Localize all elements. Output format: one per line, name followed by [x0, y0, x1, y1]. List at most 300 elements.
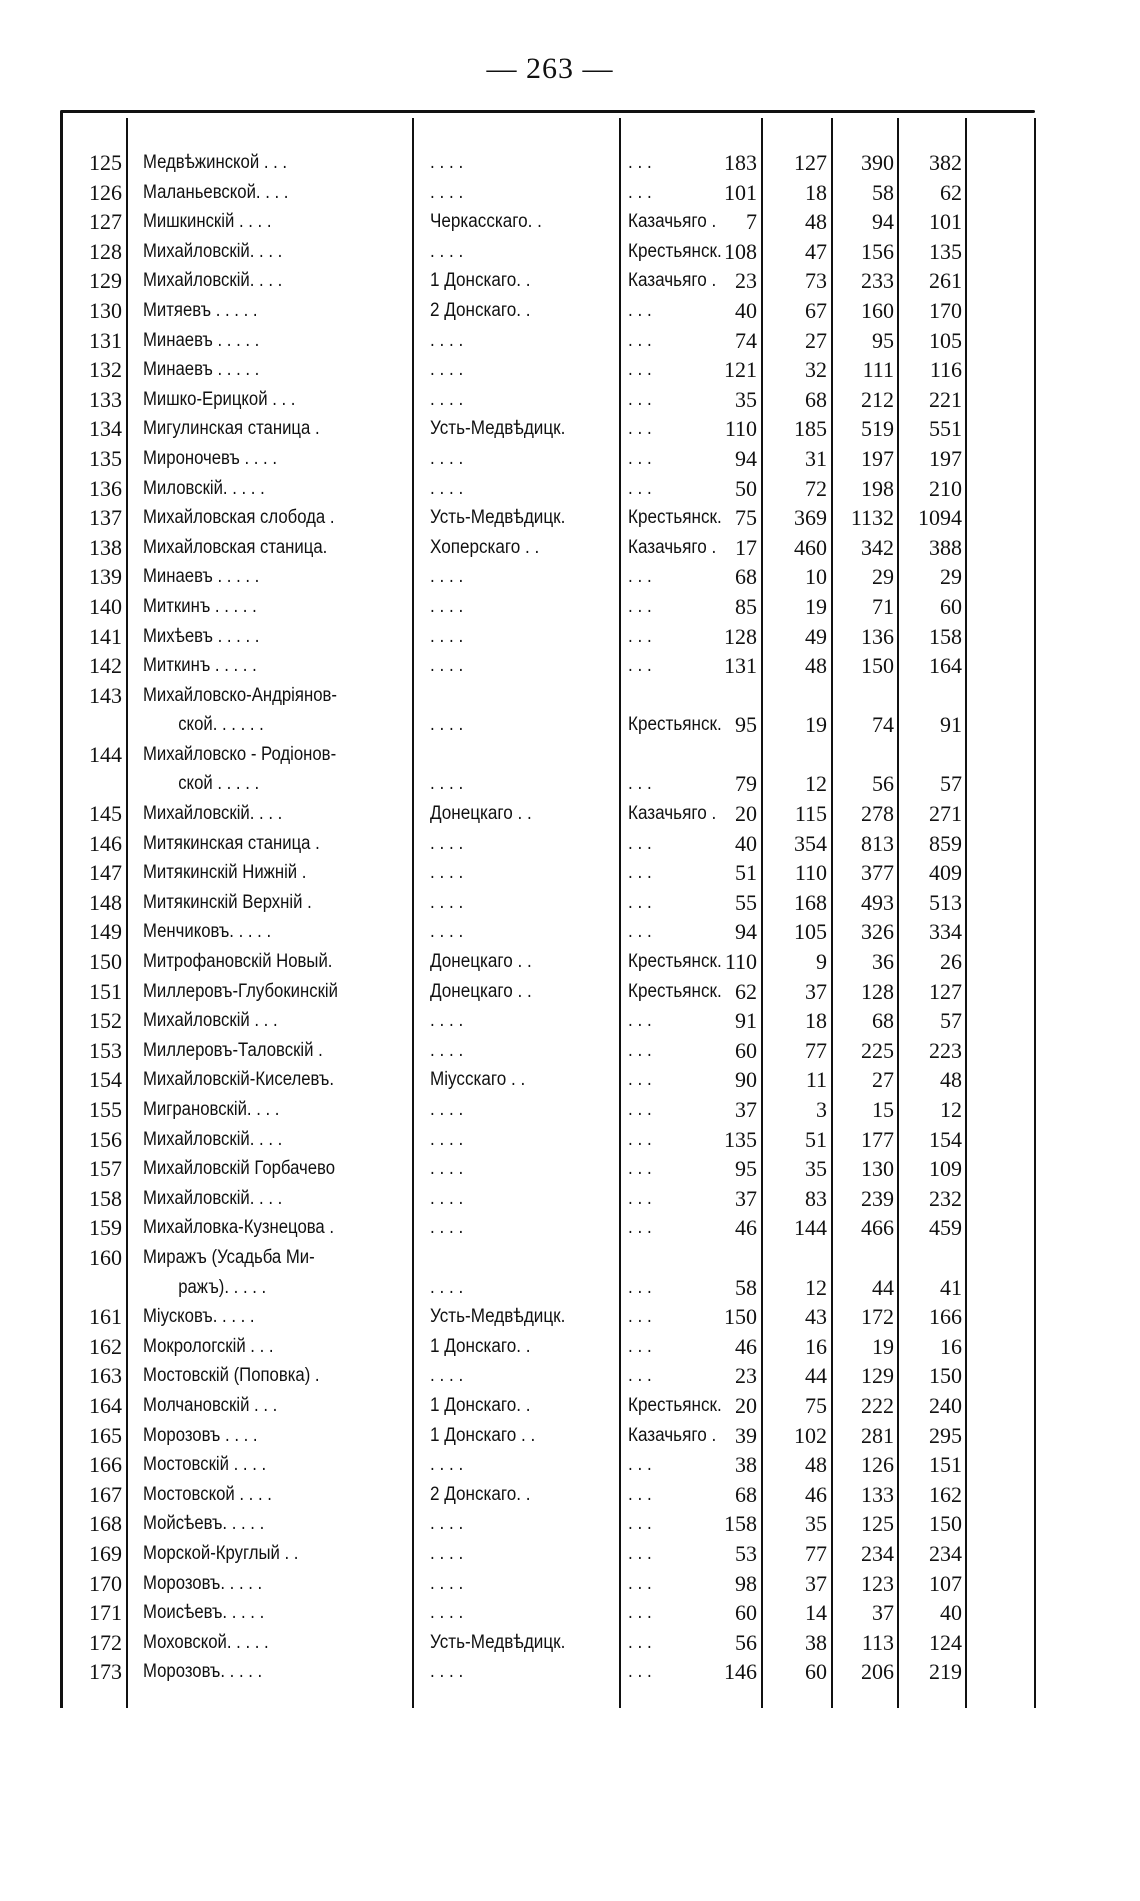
value-col-2: 11	[805, 1067, 827, 1093]
okrug-cell: . . . .	[430, 921, 464, 943]
value-col-4: 409	[929, 860, 962, 886]
value-col-1: 150	[724, 1304, 757, 1330]
value-col-4: 91	[940, 712, 962, 738]
table-row	[0, 1095, 1140, 1125]
okrug-cell: . . . .	[430, 625, 464, 647]
row-number: 129	[89, 268, 122, 294]
soslovie-cell: Крестьянск.	[628, 714, 722, 736]
value-col-3: 390	[861, 150, 894, 175]
value-col-3: 71	[872, 593, 894, 619]
value-col-2: 16	[805, 1333, 827, 1359]
value-col-2: 19	[805, 712, 827, 738]
soslovie-cell: . . .	[628, 1010, 652, 1032]
value-col-3: 44	[872, 1274, 894, 1300]
soslovie-cell: . . .	[628, 832, 652, 854]
table-row	[0, 207, 1140, 237]
soslovie-cell: Казачьяго .	[628, 1424, 717, 1446]
table-row	[0, 1302, 1140, 1332]
okrug-cell: . . . .	[430, 1010, 464, 1032]
settlement-name: Миткинъ . . . . .	[143, 655, 257, 677]
value-col-1: 75	[735, 505, 757, 531]
soslovie-cell: . . .	[628, 891, 652, 913]
soslovie-cell: . . .	[628, 1661, 652, 1683]
soslovie-cell: . . .	[628, 773, 652, 795]
table-row	[0, 829, 1140, 859]
value-col-1: 60	[735, 1600, 757, 1626]
okrug-cell: . . . .	[430, 1365, 464, 1387]
value-col-1: 110	[724, 949, 757, 975]
okrug-cell: . . . .	[430, 359, 464, 381]
value-col-4: 29	[940, 564, 962, 590]
settlement-name: Минаевъ . . . . .	[143, 359, 260, 381]
row-number: 156	[89, 1126, 122, 1152]
value-col-4: 41	[940, 1274, 962, 1300]
okrug-cell: 1 Донскаго. .	[430, 1394, 531, 1416]
row-number: 172	[89, 1629, 122, 1655]
value-col-3: 150	[861, 653, 894, 679]
okrug-cell: 1 Донскаго . .	[430, 1424, 536, 1446]
row-number: 138	[89, 534, 122, 560]
settlement-name: Міусковъ. . . . .	[143, 1306, 255, 1328]
value-col-4: 57	[940, 1008, 962, 1034]
table-row	[0, 1154, 1140, 1184]
value-col-3: 177	[861, 1126, 894, 1152]
row-number: 159	[89, 1215, 122, 1241]
soslovie-cell: . . .	[628, 1335, 652, 1357]
soslovie-cell: . . .	[628, 1483, 652, 1505]
value-col-3: 95	[872, 327, 894, 353]
value-col-2: 18	[805, 179, 827, 205]
soslovie-cell: . . .	[628, 1513, 652, 1535]
row-number: 149	[89, 919, 122, 945]
soslovie-cell: . . .	[628, 359, 652, 381]
value-col-2: 14	[805, 1600, 827, 1626]
settlement-name: Михайловская станица.	[143, 536, 328, 558]
value-col-2: 48	[805, 1452, 827, 1478]
table-row	[0, 799, 1140, 829]
value-col-2: 19	[805, 593, 827, 619]
table-row	[0, 977, 1140, 1007]
value-col-2: 77	[805, 1037, 827, 1063]
value-col-4: 26	[940, 949, 962, 975]
table-row	[0, 1361, 1140, 1391]
value-col-4: 240	[929, 1392, 962, 1418]
soslovie-cell: . . .	[628, 1631, 652, 1653]
value-col-4: 223	[929, 1037, 962, 1063]
settlement-name: Михайловскій. . . .	[143, 240, 283, 262]
okrug-cell: Усть-Медвѣдицк.	[430, 418, 566, 440]
table-row	[0, 533, 1140, 563]
value-col-4: 459	[929, 1215, 962, 1241]
soslovie-cell: . . .	[628, 181, 652, 203]
soslovie-cell: . . .	[628, 1128, 652, 1150]
okrug-cell: . . . .	[430, 1128, 464, 1150]
value-col-4: 271	[929, 801, 962, 827]
value-col-3: 126	[861, 1452, 894, 1478]
row-number: 152	[89, 1008, 122, 1034]
value-col-2: 60	[805, 1659, 827, 1685]
okrug-cell: . . . .	[430, 152, 464, 173]
soslovie-cell: . . .	[628, 566, 652, 588]
settlement-name: Митяевъ . . . . .	[143, 299, 258, 321]
table-row	[0, 266, 1140, 296]
table-row	[0, 681, 1140, 740]
row-number: 136	[89, 475, 122, 501]
value-col-3: 133	[861, 1481, 894, 1507]
soslovie-cell: Крестьянск.	[628, 1394, 722, 1416]
value-col-1: 46	[735, 1333, 757, 1359]
value-col-4: 101	[929, 209, 962, 235]
value-col-3: 58	[872, 179, 894, 205]
okrug-cell: . . . .	[430, 1217, 464, 1239]
okrug-cell: . . . .	[430, 1099, 464, 1120]
okrug-cell: . . . .	[430, 1276, 464, 1298]
value-col-2: 83	[805, 1185, 827, 1211]
value-col-1: 53	[735, 1540, 757, 1566]
settlement-name: Митрофановскій Новый.	[143, 951, 333, 973]
okrug-cell: 1 Донскаго. .	[430, 1335, 531, 1357]
settlement-name: Мигулинская станица .	[143, 418, 320, 440]
settlement-name: Мостовскій (Поповка) .	[143, 1365, 320, 1387]
row-number: 154	[89, 1067, 122, 1093]
okrug-cell: . . . .	[430, 1039, 464, 1061]
soslovie-cell: . . .	[628, 418, 652, 440]
row-number: 146	[89, 830, 122, 856]
table-row	[0, 1332, 1140, 1362]
row-number: 165	[89, 1422, 122, 1448]
value-col-1: 51	[735, 860, 757, 886]
value-col-3: 466	[861, 1215, 894, 1241]
value-col-2: 115	[794, 801, 827, 827]
soslovie-cell: . . .	[628, 388, 652, 410]
value-col-1: 91	[735, 1008, 757, 1034]
value-col-1: 158	[724, 1511, 757, 1537]
value-col-3: 74	[872, 712, 894, 738]
settlement-name: Митякинскій Верхній .	[143, 891, 312, 913]
soslovie-cell: . . .	[628, 655, 652, 677]
settlement-name: Михайловско - Родіонов- ской . . . . .	[143, 743, 337, 795]
row-number: 143	[89, 682, 122, 708]
value-col-3: 197	[861, 445, 894, 471]
row-number: 163	[89, 1363, 122, 1389]
settlement-name: Михайловско-Андріянов- ской. . . . . .	[143, 684, 337, 736]
settlement-name: Моховской. . . . .	[143, 1631, 269, 1653]
soslovie-cell: . . .	[628, 1572, 652, 1594]
soslovie-cell: . . .	[628, 862, 652, 884]
okrug-cell: . . . .	[430, 655, 464, 677]
value-col-4: 105	[929, 327, 962, 353]
value-col-2: 68	[805, 386, 827, 412]
value-col-3: 130	[861, 1156, 894, 1182]
value-col-4: 60	[940, 593, 962, 619]
value-col-3: 37	[872, 1600, 894, 1626]
settlement-name: Миллеровъ-Таловскій .	[143, 1039, 323, 1061]
settlement-name: Мойсѣевъ. . . . .	[143, 1513, 265, 1535]
value-col-2: 73	[805, 268, 827, 294]
value-col-3: 56	[872, 771, 894, 797]
value-col-1: 135	[724, 1126, 757, 1152]
settlement-name: Молчановскій . . .	[143, 1394, 278, 1416]
row-number: 145	[89, 801, 122, 827]
value-col-3: 1132	[850, 505, 894, 531]
value-col-3: 111	[862, 357, 894, 383]
okrug-cell: . . . .	[430, 1602, 464, 1624]
settlement-name: Миграновскій. . . .	[143, 1099, 280, 1120]
okrug-cell: Усть-Медвѣдицк.	[430, 1306, 566, 1328]
table-row	[0, 622, 1140, 652]
value-col-3: 519	[861, 416, 894, 442]
value-col-2: 48	[805, 653, 827, 679]
value-col-3: 128	[861, 978, 894, 1004]
value-col-3: 493	[861, 889, 894, 915]
value-col-2: 27	[805, 327, 827, 353]
row-number: 161	[89, 1304, 122, 1330]
table-row	[0, 414, 1140, 444]
soslovie-cell: Казачьяго .	[628, 536, 717, 558]
value-col-2: 37	[805, 1570, 827, 1596]
row-number: 173	[89, 1659, 122, 1685]
table-row	[0, 858, 1140, 888]
value-col-4: 261	[929, 268, 962, 294]
table-row	[0, 444, 1140, 474]
row-number: 153	[89, 1037, 122, 1063]
row-number: 150	[89, 949, 122, 975]
okrug-cell: . . . .	[430, 595, 464, 617]
okrug-cell: . . . .	[430, 1187, 464, 1209]
table-row	[0, 1539, 1140, 1569]
value-col-1: 85	[735, 593, 757, 619]
value-col-2: 51	[805, 1126, 827, 1152]
value-col-4: 124	[929, 1629, 962, 1655]
value-col-2: 18	[805, 1008, 827, 1034]
value-col-4: 859	[929, 830, 962, 856]
okrug-cell: Черкасскаго. .	[430, 211, 542, 233]
value-col-4: 62	[940, 179, 962, 205]
okrug-cell: 1 Донскаго. .	[430, 270, 531, 292]
value-col-2: 105	[794, 919, 827, 945]
value-col-4: 107	[929, 1570, 962, 1596]
settlement-name: Мостовской . . . .	[143, 1483, 272, 1505]
table-row	[0, 503, 1140, 533]
table-row	[0, 947, 1140, 977]
value-col-4: 135	[929, 238, 962, 264]
value-col-3: 136	[861, 623, 894, 649]
value-col-3: 234	[861, 1540, 894, 1566]
value-col-4: 221	[929, 386, 962, 412]
table-row	[0, 296, 1140, 326]
settlement-name: Михѣевъ . . . . .	[143, 625, 260, 647]
value-col-4: 382	[929, 150, 962, 175]
value-col-3: 36	[872, 949, 894, 975]
value-col-3: 278	[861, 801, 894, 827]
okrug-cell: Усть-Медвѣдицк.	[430, 1631, 566, 1653]
value-col-1: 95	[735, 1156, 757, 1182]
value-col-2: 12	[805, 771, 827, 797]
value-col-1: 94	[735, 445, 757, 471]
value-col-1: 98	[735, 1570, 757, 1596]
okrug-cell: . . . .	[430, 1513, 464, 1535]
value-col-4: 12	[940, 1097, 962, 1122]
value-col-2: 47	[805, 238, 827, 264]
row-number: 148	[89, 889, 122, 915]
settlement-name: Морозовъ . . . .	[143, 1424, 258, 1446]
value-col-2: 49	[805, 623, 827, 649]
value-col-1: 55	[735, 889, 757, 915]
value-col-3: 68	[872, 1008, 894, 1034]
soslovie-cell: . . .	[628, 1306, 652, 1328]
value-col-3: 113	[861, 1629, 894, 1655]
table-row	[0, 178, 1140, 208]
settlement-name: Миражъ (Усадьба Ми- ражъ). . . . .	[143, 1246, 315, 1298]
settlement-name: Маланьевской. . . .	[143, 181, 289, 203]
table-row	[0, 1006, 1140, 1036]
okrug-cell: . . . .	[430, 714, 464, 736]
soslovie-cell: Крестьянск.	[628, 507, 722, 529]
settlement-name: Михайловскій. . . .	[143, 1128, 283, 1150]
row-number: 132	[89, 357, 122, 383]
value-col-3: 233	[861, 268, 894, 294]
value-col-3: 212	[861, 386, 894, 412]
value-col-1: 62	[735, 978, 757, 1004]
okrug-cell: . . . .	[430, 447, 464, 469]
value-col-3: 813	[861, 830, 894, 856]
row-number: 125	[89, 150, 122, 175]
value-col-1: 40	[735, 297, 757, 323]
value-col-3: 125	[861, 1511, 894, 1537]
value-col-4: 513	[929, 889, 962, 915]
value-col-4: 162	[929, 1481, 962, 1507]
value-col-1: 108	[724, 238, 757, 264]
row-number: 144	[89, 741, 122, 767]
value-col-4: 197	[929, 445, 962, 471]
row-number: 147	[89, 860, 122, 886]
soslovie-cell: . . .	[628, 1276, 652, 1298]
row-number: 171	[89, 1600, 122, 1626]
value-col-3: 172	[861, 1304, 894, 1330]
settlement-name: Миткинъ . . . . .	[143, 595, 257, 617]
value-col-4: 154	[929, 1126, 962, 1152]
table-row	[0, 917, 1140, 947]
value-col-2: 369	[794, 505, 827, 531]
value-col-4: 234	[929, 1540, 962, 1566]
value-col-2: 354	[794, 830, 827, 856]
row-number: 170	[89, 1570, 122, 1596]
value-col-2: 77	[805, 1540, 827, 1566]
settlement-name: Морозовъ. . . . .	[143, 1572, 263, 1594]
okrug-cell: . . . .	[430, 1542, 464, 1564]
value-col-3: 222	[861, 1392, 894, 1418]
table-row	[0, 1421, 1140, 1451]
soslovie-cell: . . .	[628, 625, 652, 647]
value-col-2: 31	[805, 445, 827, 471]
value-col-3: 29	[872, 564, 894, 590]
table-row	[0, 562, 1140, 592]
settlement-name: Мишко-Ерицкой . . .	[143, 388, 296, 410]
table-row	[0, 1569, 1140, 1599]
row-number: 128	[89, 238, 122, 264]
soslovie-cell: . . .	[628, 1069, 652, 1091]
value-col-1: 20	[735, 801, 757, 827]
settlement-name: Мостовскій . . . .	[143, 1454, 267, 1476]
value-col-4: 170	[929, 297, 962, 323]
value-col-1: 23	[735, 1363, 757, 1389]
value-col-1: 38	[735, 1452, 757, 1478]
okrug-cell: . . . .	[430, 388, 464, 410]
okrug-cell: . . . .	[430, 240, 464, 262]
value-col-1: 23	[735, 268, 757, 294]
okrug-cell: . . . .	[430, 477, 464, 499]
settlement-name: Миловскій. . . . .	[143, 477, 265, 499]
value-col-3: 225	[861, 1037, 894, 1063]
table-row	[0, 1036, 1140, 1066]
soslovie-cell: . . .	[628, 329, 652, 351]
settlement-name: Михайловскій Горбачево	[143, 1158, 336, 1180]
soslovie-cell: . . .	[628, 921, 652, 943]
soslovie-cell: . . .	[628, 1217, 652, 1239]
settlement-name: Михайловскій. . . .	[143, 1187, 283, 1209]
row-number: 151	[89, 978, 122, 1004]
row-number: 164	[89, 1392, 122, 1418]
value-col-2: 127	[794, 150, 827, 175]
value-col-1: 56	[735, 1629, 757, 1655]
value-col-1: 90	[735, 1067, 757, 1093]
table-row	[0, 1184, 1140, 1214]
settlement-name: Минаевъ . . . . .	[143, 566, 260, 588]
okrug-cell: . . . .	[430, 891, 464, 913]
settlement-name: Мироночевъ . . . .	[143, 447, 277, 469]
soslovie-cell: . . .	[628, 1542, 652, 1564]
value-col-4: 116	[929, 357, 962, 383]
soslovie-cell: . . .	[628, 1158, 652, 1180]
row-number: 169	[89, 1540, 122, 1566]
value-col-2: 10	[805, 564, 827, 590]
settlement-name: Миллеровъ-Глубокинскій	[143, 980, 338, 1002]
value-col-1: 7	[746, 209, 757, 235]
row-number: 140	[89, 593, 122, 619]
okrug-cell: . . . .	[430, 329, 464, 351]
value-col-4: 210	[929, 475, 962, 501]
value-col-4: 48	[940, 1067, 962, 1093]
value-col-2: 35	[805, 1511, 827, 1537]
table-row	[0, 740, 1140, 799]
value-col-4: 151	[929, 1452, 962, 1478]
value-col-3: 377	[861, 860, 894, 886]
value-col-1: 37	[735, 1185, 757, 1211]
value-col-4: 166	[929, 1304, 962, 1330]
soslovie-cell: . . .	[628, 595, 652, 617]
value-col-1: 110	[724, 416, 757, 442]
value-col-4: 388	[929, 534, 962, 560]
settlement-name: Моисѣевъ. . . . .	[143, 1602, 265, 1624]
settlement-name: Морской-Круглый . .	[143, 1542, 299, 1564]
value-col-1: 17	[735, 534, 757, 560]
value-col-4: 232	[929, 1185, 962, 1211]
value-col-2: 460	[794, 534, 827, 560]
okrug-cell: 2 Донскаго. .	[430, 299, 531, 321]
table-row	[0, 237, 1140, 267]
value-col-1: 40	[735, 830, 757, 856]
okrug-cell: . . . .	[430, 181, 464, 203]
value-col-1: 68	[735, 1481, 757, 1507]
soslovie-cell: . . .	[628, 1602, 652, 1624]
value-col-3: 19	[872, 1333, 894, 1359]
table-row	[0, 1243, 1140, 1302]
value-col-2: 110	[794, 860, 827, 886]
row-number: 131	[89, 327, 122, 353]
value-col-1: 95	[735, 712, 757, 738]
soslovie-cell: . . .	[628, 1099, 652, 1120]
value-col-3: 281	[861, 1422, 894, 1448]
